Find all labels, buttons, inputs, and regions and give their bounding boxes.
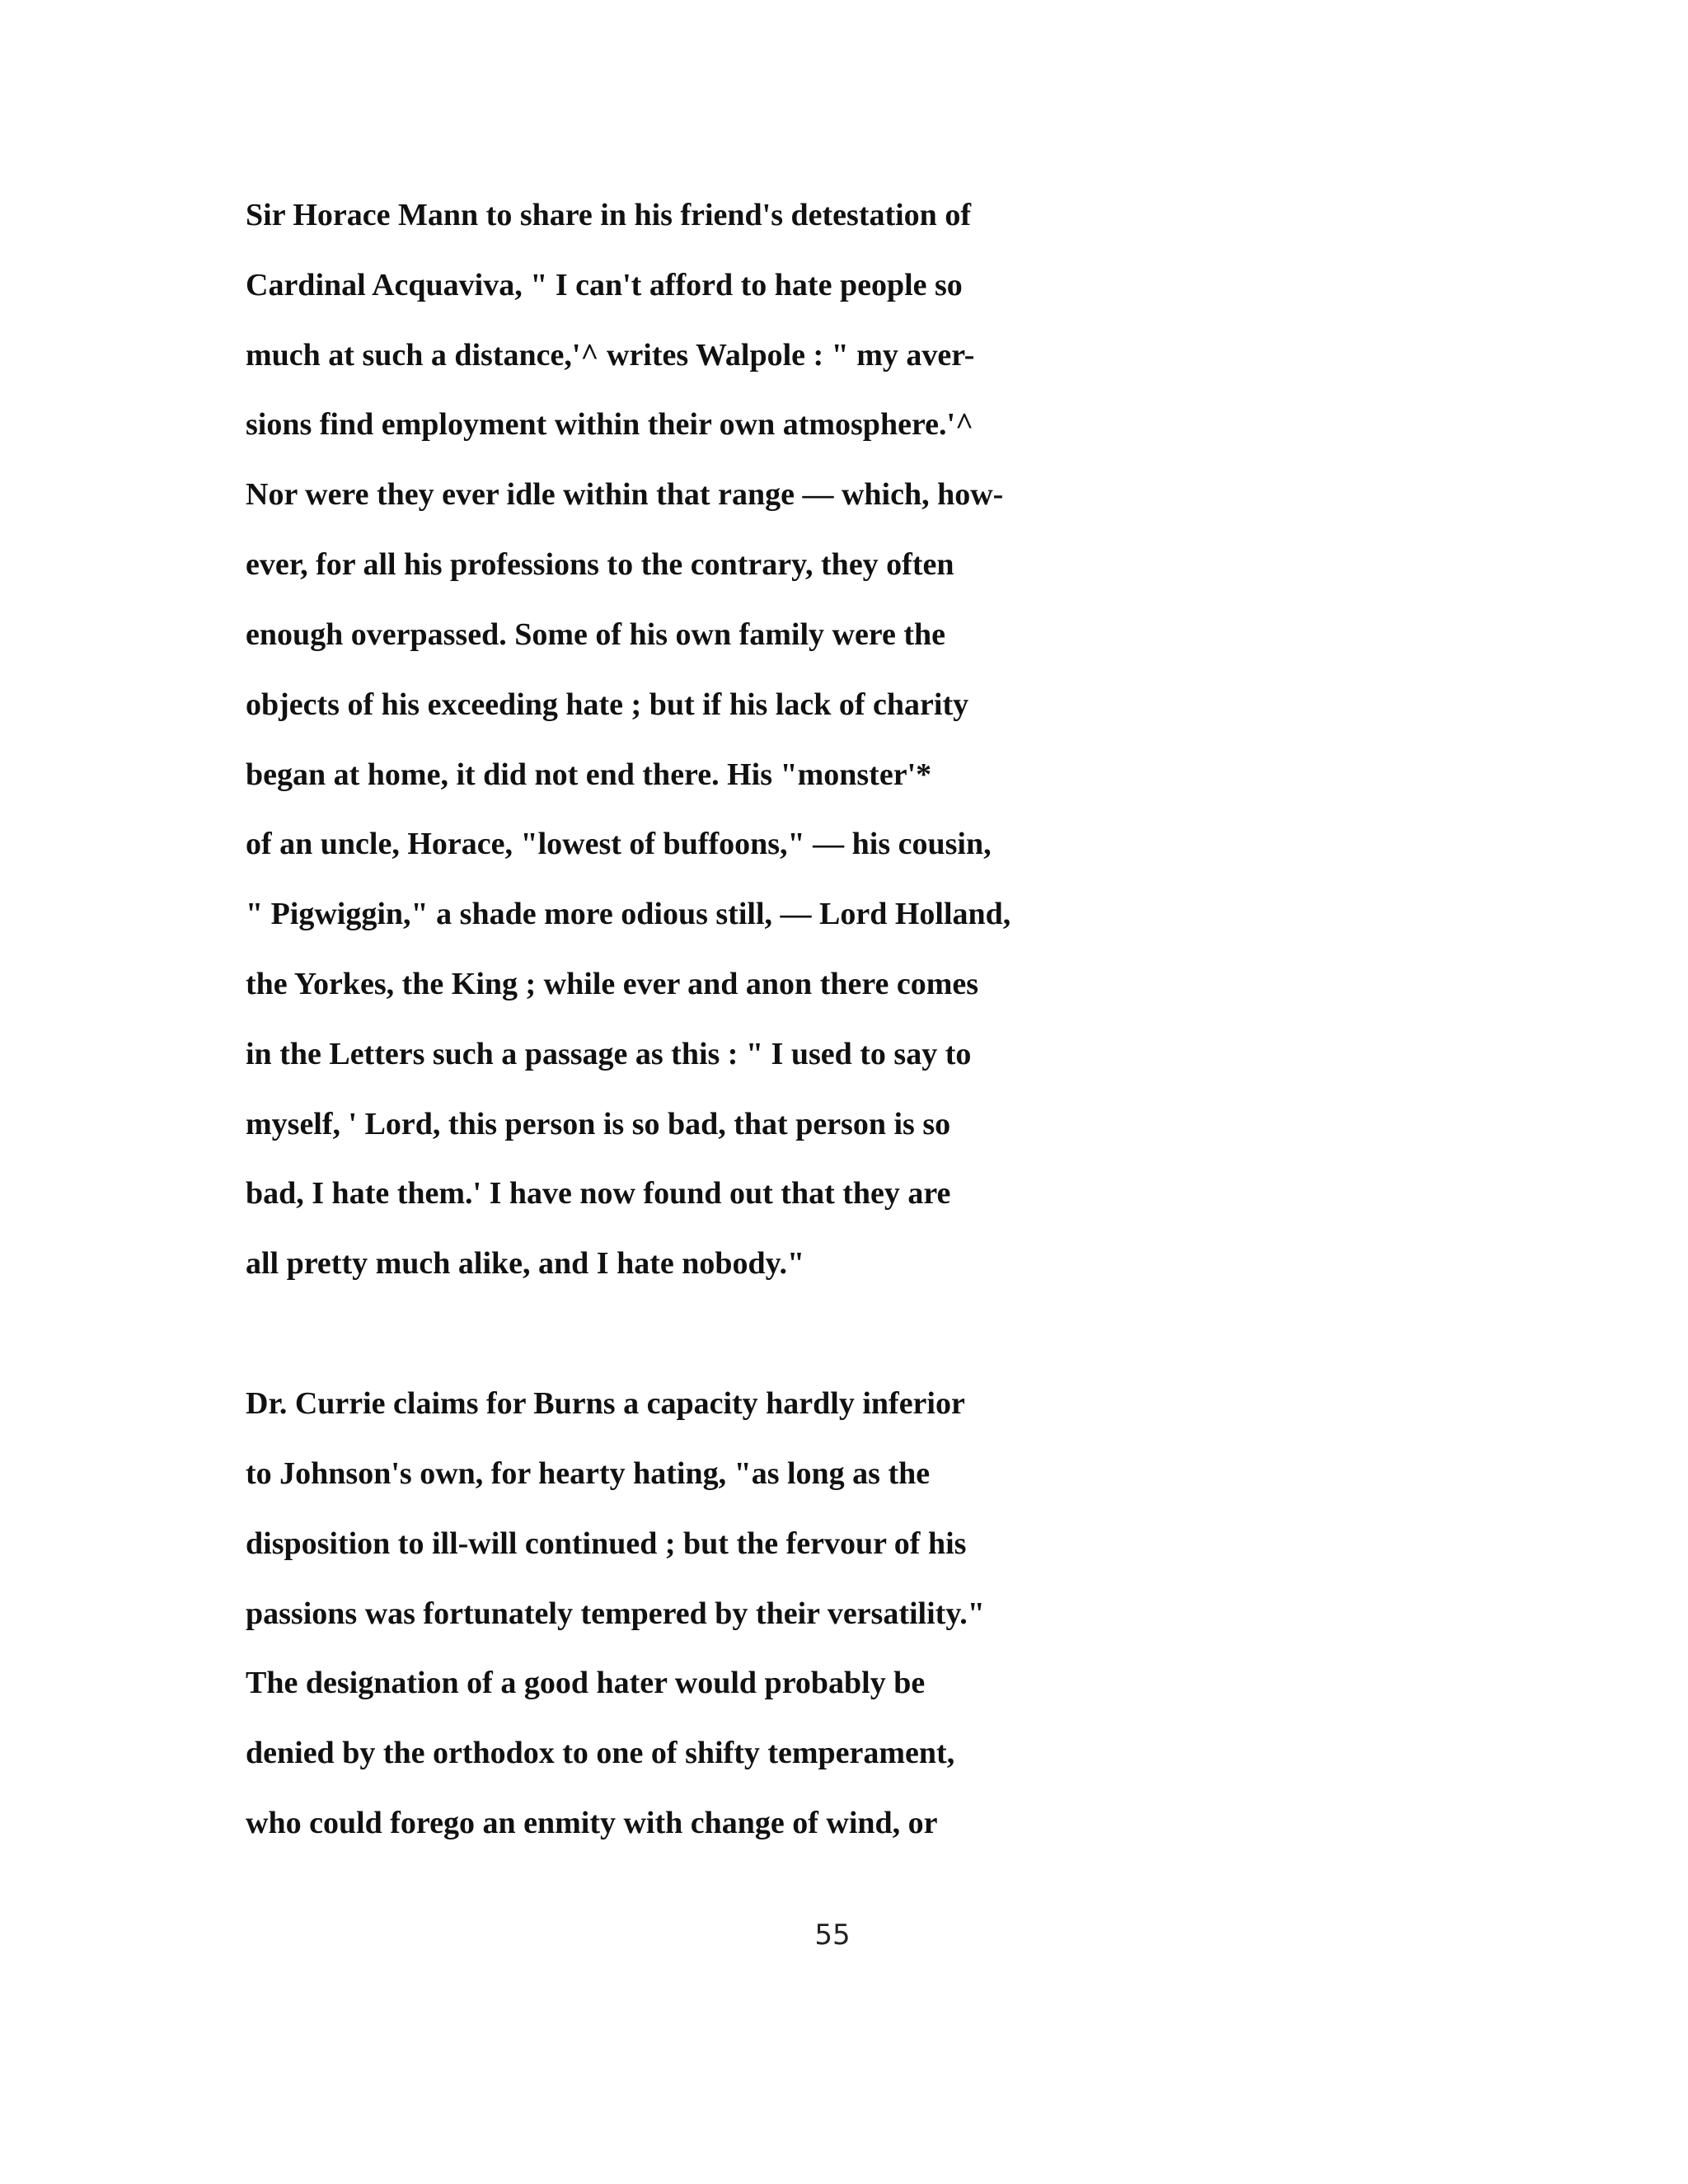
text-line: passions was fortunately tempered by their versatility."	[246, 1596, 985, 1631]
text-line: Sir Horace Mann to share in his friend's detestation of	[246, 198, 971, 232]
text-line: in the Letters such a passage as this : " I used to say to	[246, 1037, 972, 1071]
text-line: ever, for all his professions to the contrary, they often	[246, 547, 954, 582]
text-line: " Pigwiggin," a shade more odious still, — Lord Holland,	[246, 897, 1011, 931]
text-line: objects of his exceeding hate ; but if his lack of charity	[246, 687, 969, 722]
text-line: who could forego an enmity with change of wind, or	[246, 1806, 938, 1840]
text-line: Cardinal Acquaviva, " I can't afford to hate people so	[246, 268, 963, 302]
text-line: sions find employment within their own atmosphere.'^	[246, 407, 974, 442]
text-line: much at such a distance,'^ writes Walpole : " my aver-	[246, 338, 975, 373]
text-line: enough overpassed. Some of his own family were the	[246, 617, 946, 652]
page-number: 55	[814, 1919, 851, 1952]
text-line: disposition to ill-will continued ; but the fervour of his	[246, 1526, 967, 1561]
text-line: to Johnson's own, for hearty hating, "as long as the	[246, 1456, 931, 1491]
text-line: the Yorkes, the King ; while ever and anon there comes	[246, 967, 979, 1001]
text-line: Nor were they ever idle within that range — which, how-	[246, 477, 1004, 512]
text-line: myself, ' Lord, this person is so bad, that person is so	[246, 1107, 951, 1141]
text-line: The designation of a good hater would probably be	[246, 1666, 926, 1700]
text-line: began at home, it did not end there. His "monster'*	[246, 757, 932, 792]
text-line: Dr. Currie claims for Burns a capacity hardly inferior	[246, 1386, 965, 1421]
text-line: of an uncle, Horace, "lowest of buffoons," — his cousin,	[246, 827, 992, 861]
text-line: all pretty much alike, and I hate nobody."	[246, 1246, 805, 1281]
text-line: denied by the orthodox to one of shifty temperament,	[246, 1736, 955, 1770]
text-line: bad, I hate them.' I have now found out that they are	[246, 1176, 951, 1211]
